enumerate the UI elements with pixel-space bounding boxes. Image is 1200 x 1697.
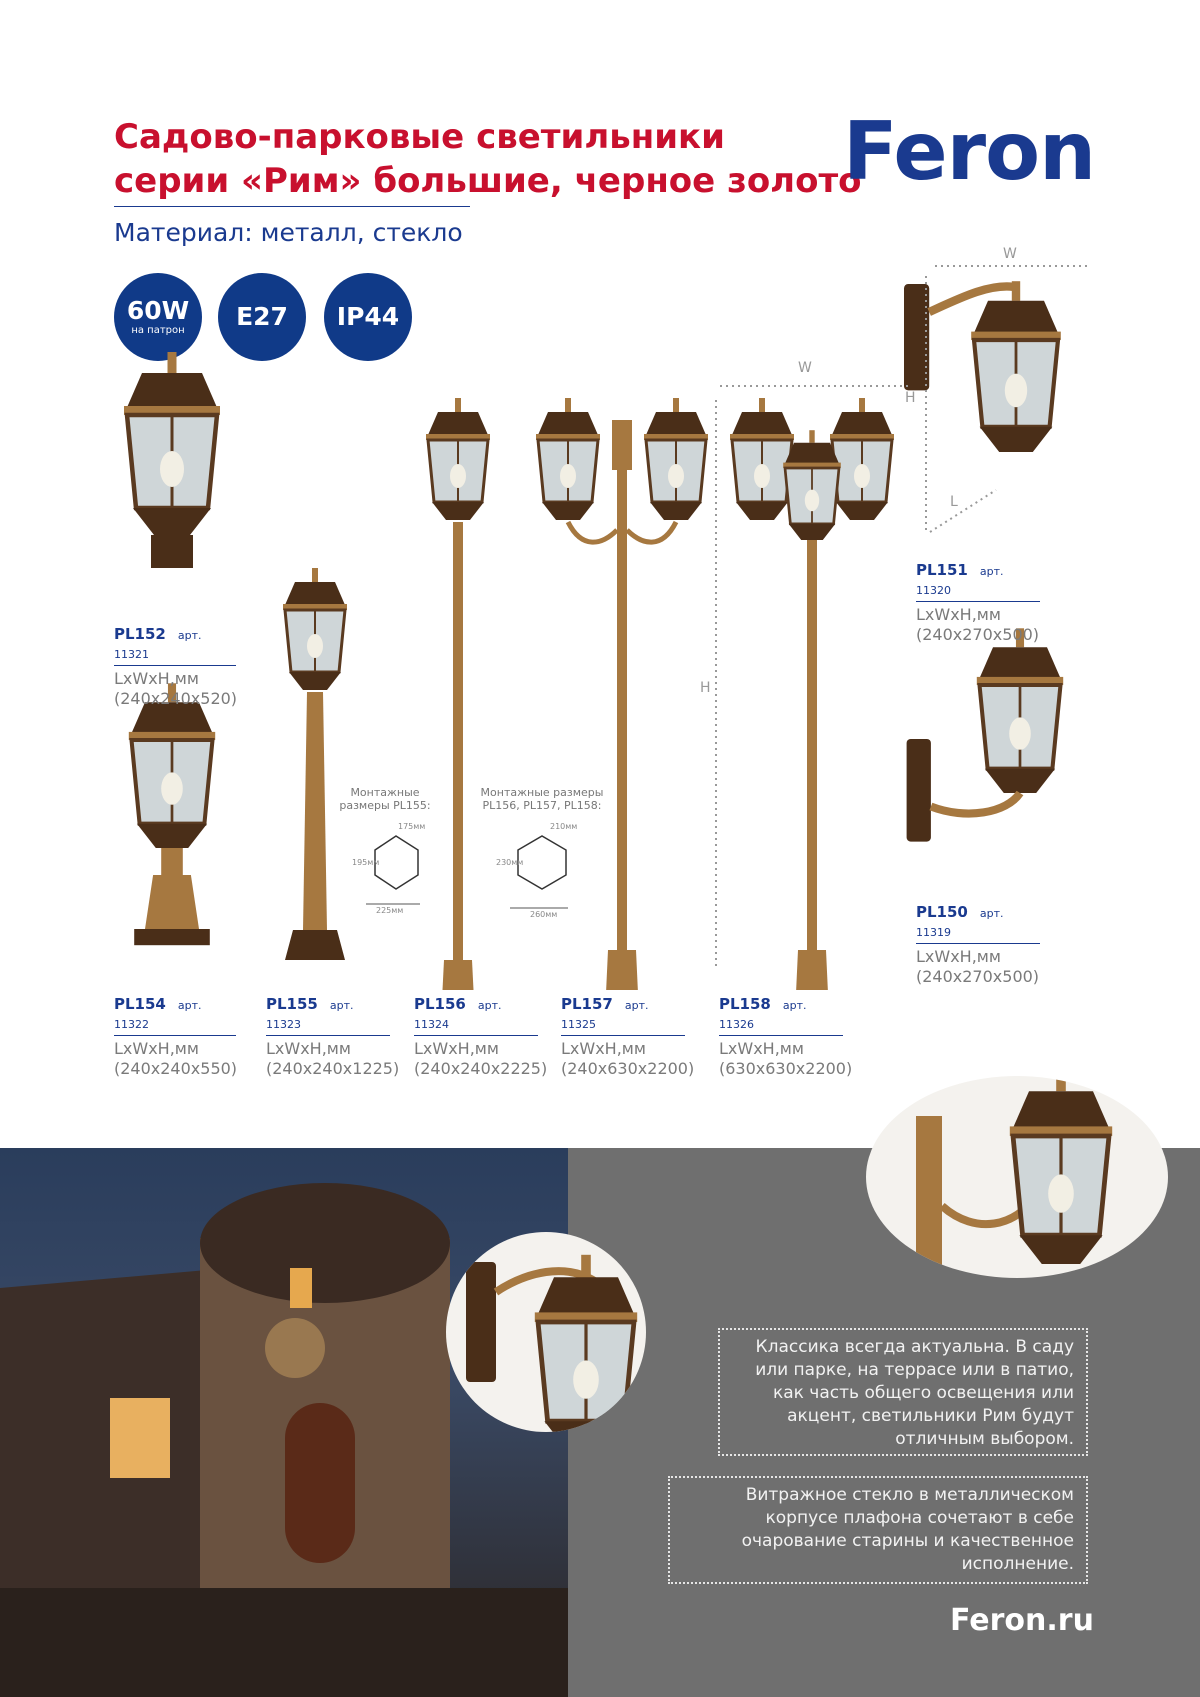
pl155-rule bbox=[266, 1035, 390, 1036]
page-title bbox=[114, 115, 862, 203]
pl157-art: арт. 11325 bbox=[561, 999, 649, 1031]
badge-power-value: 60W bbox=[126, 296, 190, 325]
product-pl157 bbox=[561, 994, 695, 1079]
pl157-dim-label: LxWxH,мм bbox=[561, 1039, 646, 1058]
title-line-1: Садово-парковые светильники bbox=[114, 117, 725, 157]
pl158-image bbox=[730, 398, 894, 990]
product-pl154 bbox=[114, 994, 236, 1079]
pl154-dim-label: LxWxH,мм bbox=[114, 1039, 199, 1058]
product-pl156 bbox=[414, 994, 548, 1079]
dim-h-pl151: H bbox=[905, 390, 916, 406]
pl154-rule bbox=[114, 1035, 236, 1036]
pl158-code: PL158 bbox=[719, 995, 771, 1013]
product-pl151 bbox=[916, 560, 1040, 645]
pl154-dims: (240x240x550) bbox=[114, 1059, 238, 1078]
pl151-code: PL151 bbox=[916, 561, 968, 579]
pl152-image bbox=[124, 352, 220, 568]
wall-lantern-closeup bbox=[446, 1232, 646, 1432]
pl152-dims: (240x240x520) bbox=[114, 689, 238, 708]
product-pl152 bbox=[114, 624, 236, 709]
pl155-dims: (240x240x1225) bbox=[266, 1059, 400, 1078]
website-link[interactable]: Feron.ru bbox=[950, 1603, 1094, 1638]
pl154-art: арт. 11322 bbox=[114, 999, 202, 1031]
mounting-label-pl155: Монтажные размеры PL155: bbox=[339, 786, 431, 812]
dim-l-pl151: L bbox=[950, 494, 958, 510]
pl154-code: PL154 bbox=[114, 995, 166, 1013]
brand-logo: Feron bbox=[843, 105, 1096, 198]
pl150-dim-label: LxWxH,мм bbox=[916, 947, 1001, 966]
dim-h-pl158: H bbox=[700, 680, 711, 696]
badge-ip-value: IP44 bbox=[336, 302, 400, 331]
product-pl150 bbox=[916, 902, 1040, 987]
title-divider bbox=[114, 206, 470, 207]
badge-power-sub: на патрон bbox=[131, 325, 185, 336]
pl155-image bbox=[283, 568, 347, 960]
title-line-2: серии «Рим» большие, черное золото bbox=[114, 161, 862, 201]
house-illustration bbox=[0, 1148, 568, 1697]
dim-w-pl151: W bbox=[1003, 246, 1017, 262]
pl156-rule bbox=[414, 1035, 538, 1036]
dim-w-pl158: W bbox=[798, 360, 812, 376]
pl151-image bbox=[904, 281, 1061, 452]
pl156-image bbox=[426, 398, 490, 990]
mount-multi-b: 230мм bbox=[496, 858, 524, 867]
pl155-code: PL155 bbox=[266, 995, 318, 1013]
pl150-code: PL150 bbox=[916, 903, 968, 921]
pl157-image bbox=[536, 398, 708, 990]
pl150-image bbox=[907, 628, 1064, 841]
pl151-dims: (240x270x500) bbox=[916, 625, 1040, 644]
pl157-dims: (240x630x2200) bbox=[561, 1059, 695, 1078]
pl152-dim-label: LxWxH,мм bbox=[114, 669, 199, 688]
mount-pl155-a: 175мм bbox=[398, 822, 426, 831]
badge-socket-value: E27 bbox=[236, 302, 288, 331]
pl156-dim-label: LxWxH,мм bbox=[414, 1039, 499, 1058]
material-subtitle: Материал: металл, стекло bbox=[114, 218, 463, 247]
pl157-rule bbox=[561, 1035, 685, 1036]
pl158-dims: (630x630x2200) bbox=[719, 1059, 853, 1078]
promo-text-classic: Классика всегда актуальна. В саду или парке, на террасе или в патио, как часть общего освещения или акцент, светильники Рим будут отличным выбором. bbox=[718, 1328, 1088, 1456]
wall-lantern-closeup-drawing bbox=[446, 1232, 646, 1432]
pl156-dims: (240x240x2225) bbox=[414, 1059, 548, 1078]
mount-pl155-b: 195мм bbox=[352, 858, 380, 867]
pl154-image bbox=[129, 683, 215, 945]
pl158-rule bbox=[719, 1035, 843, 1036]
mount-multi-a: 210мм bbox=[550, 822, 578, 831]
pl157-code: PL157 bbox=[561, 995, 613, 1013]
pl151-dim-label: LxWxH,мм bbox=[916, 605, 1001, 624]
pl152-code: PL152 bbox=[114, 625, 166, 643]
pl150-rule bbox=[916, 943, 1040, 944]
pl158-dim-label: LxWxH,мм bbox=[719, 1039, 804, 1058]
house-night-photo bbox=[0, 1148, 568, 1697]
pl155-dim-label: LxWxH,мм bbox=[266, 1039, 351, 1058]
mounting-label-multi: Монтажные размеры PL156, PL157, PL158: bbox=[480, 786, 604, 812]
pl155-art: арт. 11323 bbox=[266, 999, 354, 1031]
product-pl155 bbox=[266, 994, 400, 1079]
pl151-rule bbox=[916, 601, 1040, 602]
post-lantern-closeup-drawing bbox=[866, 1076, 1168, 1278]
pl156-code: PL156 bbox=[414, 995, 466, 1013]
pl152-rule bbox=[114, 665, 236, 666]
product-pl158 bbox=[719, 994, 853, 1079]
mount-multi-c: 260мм bbox=[530, 910, 558, 919]
pl156-art: арт. 11324 bbox=[414, 999, 502, 1031]
mount-pl155-c: 225мм bbox=[376, 906, 404, 915]
post-lantern-closeup bbox=[866, 1076, 1168, 1278]
pl150-dims: (240x270x500) bbox=[916, 967, 1040, 986]
pl150-art: арт. 11319 bbox=[916, 907, 1004, 939]
promo-text-glass: Витражное стекло в металлическом корпусе плафона сочетают в себе очарование старины и качественное исполнение. bbox=[668, 1476, 1088, 1584]
pl152-art: арт. 11321 bbox=[114, 629, 202, 661]
pl151-art: арт. 11320 bbox=[916, 565, 1004, 597]
pl158-art: арт. 11326 bbox=[719, 999, 807, 1031]
